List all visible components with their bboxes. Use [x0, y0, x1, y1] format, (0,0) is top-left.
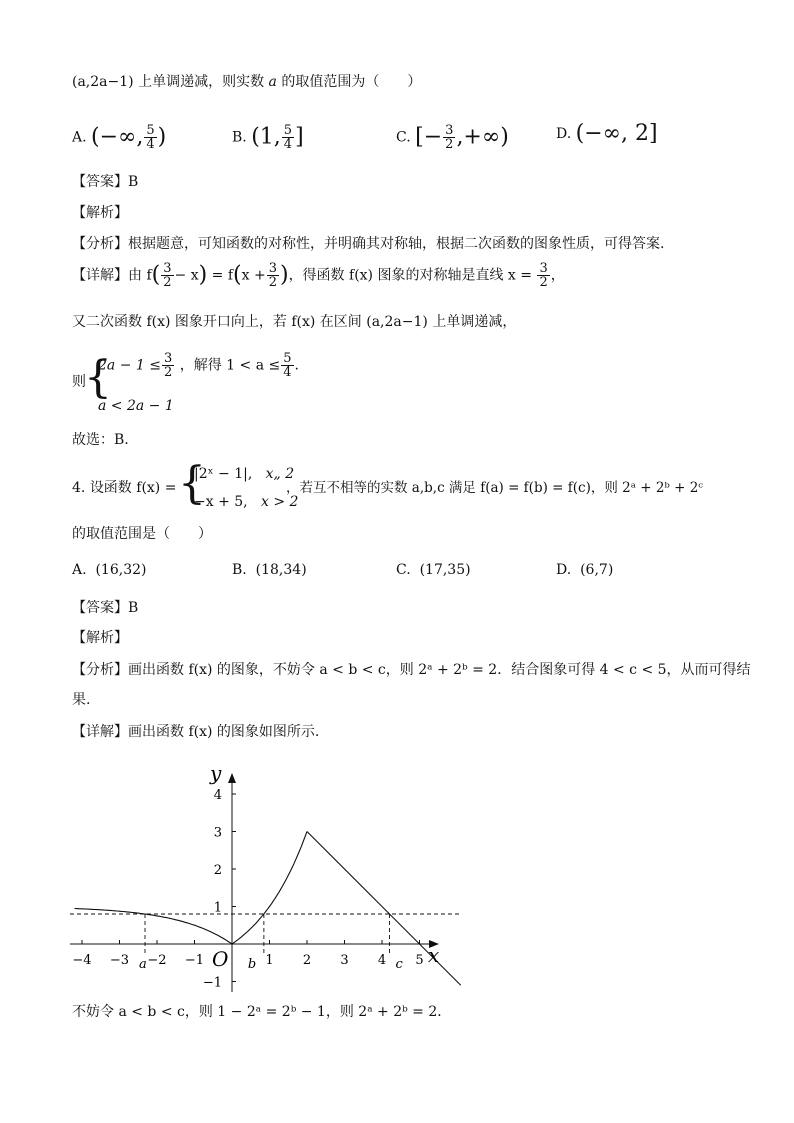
q4-final-line: 不妨令 a < b < c，则 1 − 2ᵃ = 2ᵇ − 1，则 2ᵃ + 2ᵇ = 2．	[72, 1004, 452, 1020]
q3-choose: 故选：B.	[72, 432, 129, 448]
point-label: c	[395, 957, 403, 972]
q3-option-b: B. (1, $\frac{5}{4}$ ]	[232, 123, 304, 152]
q3-fenxi: 【分析】根据题意，可知函数的对称性，并明确其对称轴，根据二次函数的图象性质，可得答案.	[72, 236, 665, 252]
q4-option-b: B. (18,34)	[232, 562, 307, 578]
x-tick-label: −1	[184, 953, 205, 968]
y-axis-label: y	[210, 761, 222, 785]
x-axis-label: x	[428, 943, 440, 967]
x-tick-label: −4	[72, 953, 92, 968]
q3-option-a: A. (−∞, $\frac{5}{4}$ )	[72, 123, 167, 152]
function-graph	[66, 760, 466, 996]
system-brace-2: {	[178, 458, 206, 509]
q4-analysis-heading: 【解析】	[72, 630, 128, 646]
graph-labels	[72, 761, 439, 991]
q4-piece2: −x + 5, x > 2	[194, 494, 299, 510]
x-tick-label: −3	[109, 953, 130, 968]
x-tick-label: −2	[147, 953, 167, 968]
q3-detail-line1: 【详解】由 f( $\frac{3}{2}$ − x) = f(x + $\frac{3}{2}$ )，得函数 f(x) 图象的对称轴是直线 x = $\frac{3}{2}$ ，	[72, 261, 565, 290]
system-brace-1: {	[84, 352, 112, 403]
q3-option-d: D. (−∞, 2]	[556, 121, 658, 146]
x-tick-label: 2	[302, 953, 312, 968]
q4-fenxi-line1: 【分析】画出函数 f(x) 的图象，不妨令 a < b < c，则 2ᵃ + 2ᵇ = 2．结合图象可得 4 < c < 5，从而可得结	[72, 662, 751, 678]
q3-answer: 【答案】B	[72, 174, 139, 190]
q4-stem-line1: 4. 设函数 f(x) =	[72, 480, 177, 496]
q3-system-prefix: 则	[72, 374, 86, 390]
y-tick-label: 3	[213, 825, 222, 841]
q4-stem-line1-tail: ，若互不相等的实数 a,b,c 满足 f(a) = f(b) = f(c)，则 2ᵃ + 2ᵇ + 2ᶜ	[286, 480, 703, 496]
y-tick-label: 4	[213, 788, 222, 803]
y-tick-label: −1	[202, 975, 222, 991]
x-tick-label: 5	[415, 953, 424, 968]
origin-label: O	[212, 947, 229, 971]
q4-detail: 【详解】画出函数 f(x) 的图象如图所示.	[72, 724, 320, 740]
q4-option-c: C. (17,35)	[396, 562, 471, 578]
x-tick-label: 1	[265, 953, 274, 968]
q4-piece1: |2ˣ − 1|, x„ 2	[194, 466, 295, 482]
q4-answer: 【答案】B	[72, 600, 139, 616]
x-tick-label: 4	[377, 953, 387, 968]
q3-option-c: C. [− $\frac{3}{2}$ ,+∞)	[396, 123, 509, 152]
q4-stem-line2: 的取值范围是（ ）	[72, 526, 212, 542]
curve-exponential	[75, 832, 308, 945]
q3-detail-line2: 又二次函数 f(x) 图象开口向上，若 f(x) 在区间 (a,2a−1) 上单调递减，	[72, 314, 517, 330]
x-tick-label: 3	[340, 953, 349, 968]
q4-option-d: D. (6,7)	[556, 562, 614, 578]
q4-fenxi-line2: 果.	[72, 692, 91, 708]
point-label: a	[139, 957, 147, 972]
q3-stem-tail: (a,2a−1) 上单调递减，则实数 a 的取值范围为（ ）	[72, 74, 422, 90]
q3-system-line1: 2a − 1 ≤ $\frac{3}{2}$ ，解得 1 < a ≤ $\frac{5}{4}$ .	[98, 351, 299, 380]
point-label: b	[247, 957, 257, 972]
q4-option-a: A. (16,32)	[72, 562, 147, 578]
q3-system-line2: a < 2a − 1	[98, 398, 174, 414]
q3-analysis-heading: 【解析】	[72, 205, 128, 221]
y-tick-label: 2	[213, 863, 222, 878]
y-tick-label: 1	[213, 900, 222, 916]
